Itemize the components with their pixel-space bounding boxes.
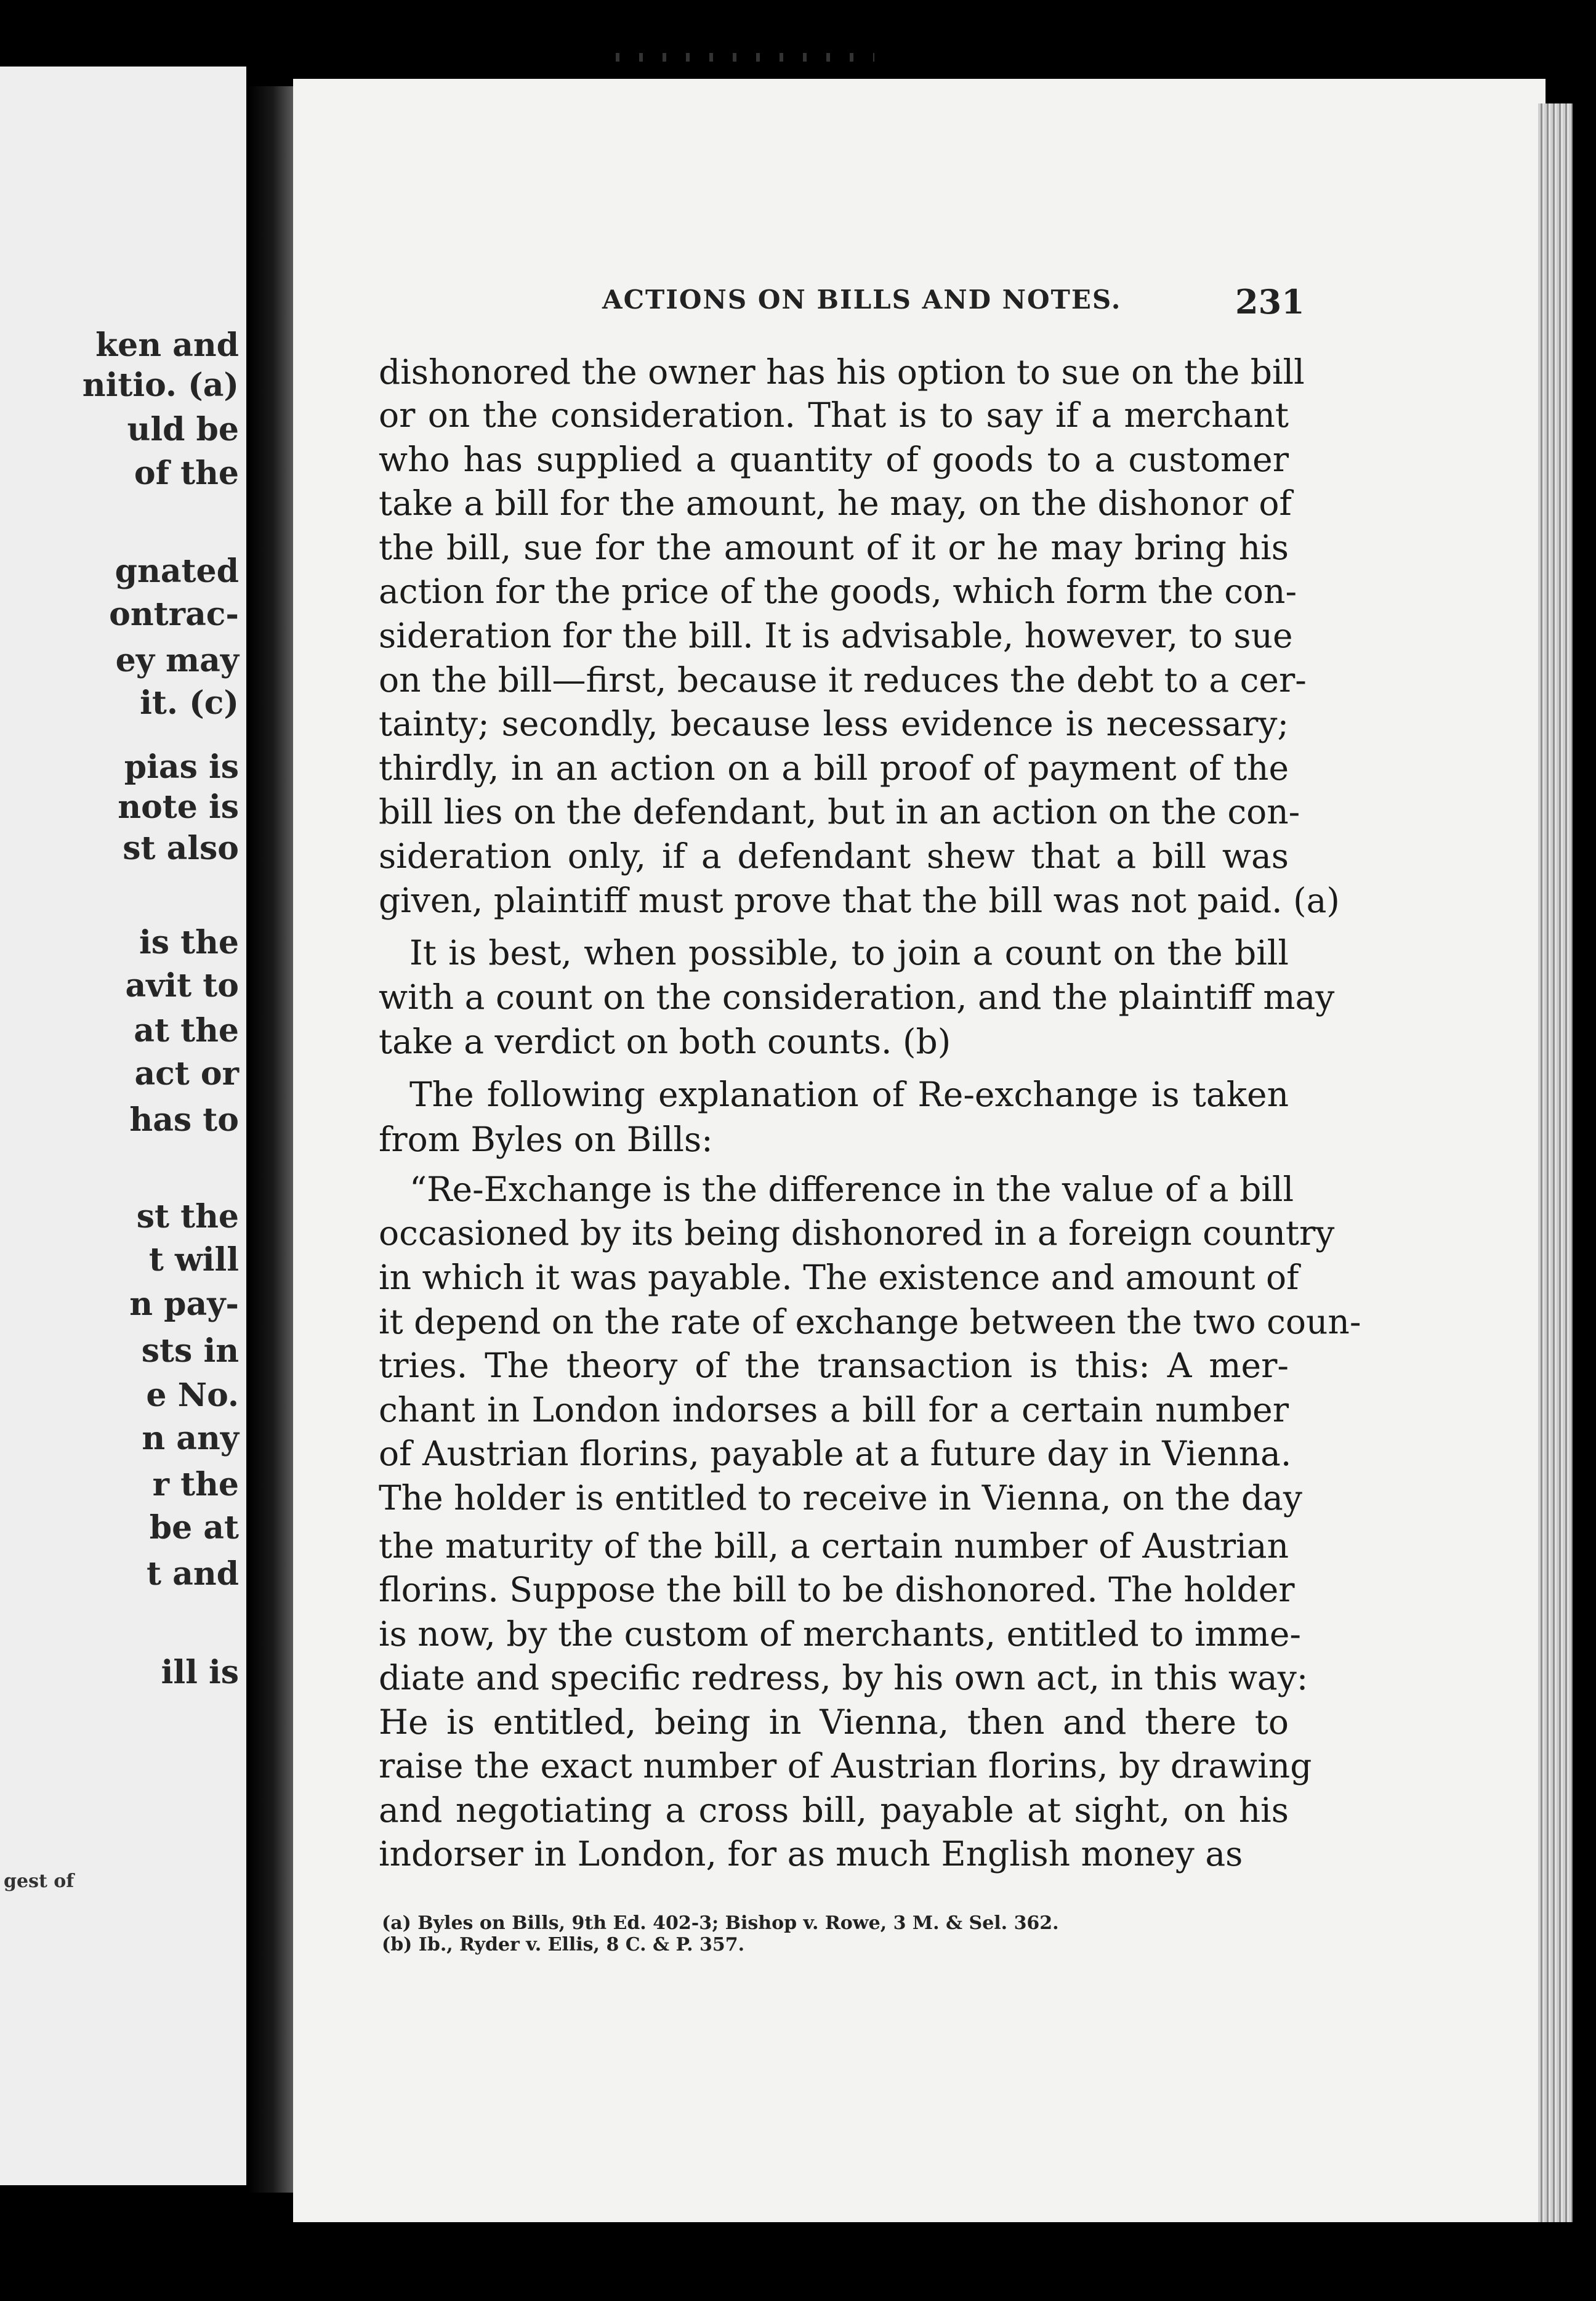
body-line: in which it was payable. The existence and amount of xyxy=(379,1258,1299,1297)
body-line: He is entitled, being in Vienna, then and there to xyxy=(379,1702,1289,1742)
body-line: is now, by the custom of merchants, entitled to imme- xyxy=(379,1614,1301,1654)
body-line: chant in London indorses a bill for a certain number xyxy=(379,1390,1289,1430)
facing-page-line: avit to xyxy=(125,967,239,1005)
book-gutter xyxy=(249,86,293,2193)
facing-page-line: r the xyxy=(152,1466,239,1503)
facing-page-line: e No. xyxy=(146,1377,239,1414)
footnote-b: (b) Ib., Ryder v. Ellis, 8 C. & P. 357. xyxy=(382,1934,745,1955)
facing-page-line: at the xyxy=(134,1012,239,1049)
body-line: the bill, sue for the amount of it or he may bring his xyxy=(379,528,1289,567)
facing-page-footer: gest of xyxy=(4,1870,75,1892)
body-line: it depend on the rate of exchange between the two coun- xyxy=(379,1302,1361,1341)
body-line: tainty; secondly, because less evidence is necessary; xyxy=(379,704,1289,743)
body-line: from Byles on Bills: xyxy=(379,1120,713,1159)
facing-page-line: t will xyxy=(148,1241,239,1279)
body-line: with a count on the consideration, and the plaintiff may xyxy=(379,977,1335,1017)
body-line: “Re-Exchange is the difference in the value of a bill xyxy=(409,1170,1294,1209)
facing-page-line: it. (c) xyxy=(140,684,239,722)
scan-specks xyxy=(616,53,874,62)
facing-page-line: gnated xyxy=(115,552,239,590)
body-line: action for the price of the goods, which form the con- xyxy=(379,572,1297,611)
facing-page-line: pias is xyxy=(124,748,239,786)
body-line: of Austrian florins, payable at a future day in Vienna. xyxy=(379,1434,1292,1473)
facing-page-line: note is xyxy=(118,788,239,826)
body-line: florins. Suppose the bill to be dishonored. The holder xyxy=(379,1570,1295,1609)
facing-page-line: be at xyxy=(149,1509,239,1547)
body-line: or on the consideration. That is to say if a merchant xyxy=(379,395,1289,435)
body-line: indorser in London, for as much English money as xyxy=(379,1834,1243,1874)
facing-page-line: ill is xyxy=(161,1654,239,1691)
body-line: sideration only, if a defendant shew that a bill was xyxy=(379,836,1289,876)
facing-page-line: nitio. (a) xyxy=(82,366,239,404)
body-line: thirdly, in an action on a bill proof of payment of the xyxy=(379,748,1289,788)
body-line: take a bill for the amount, he may, on the dishonor of xyxy=(379,483,1292,523)
body-line: the maturity of the bill, a certain number of Austrian xyxy=(379,1526,1289,1566)
body-line: It is best, when possible, to join a count on the bill xyxy=(409,933,1289,973)
body-line: occasioned by its being dishonored in a foreign country xyxy=(379,1213,1335,1253)
body-line: The holder is entitled to receive in Vienna, on the day xyxy=(379,1478,1302,1518)
body-line: raise the exact number of Austrian florins, by drawing xyxy=(379,1746,1312,1785)
footnote-a: (a) Byles on Bills, 9th Ed. 402-3; Bishop v. Rowe, 3 M. & Sel. 362. xyxy=(382,1912,1059,1934)
facing-page xyxy=(0,67,246,2185)
body-line: on the bill—first, because it reduces the debt to a cer- xyxy=(379,660,1307,700)
facing-page-line: ken and xyxy=(95,326,239,364)
facing-page-line: st the xyxy=(136,1198,239,1235)
body-line: given, plaintiff must prove that the bill was not paid. (a) xyxy=(379,881,1340,920)
page-number: 231 xyxy=(1235,282,1305,321)
facing-page-line: sts in xyxy=(141,1332,239,1370)
facing-page-line: ey may xyxy=(115,642,239,679)
facing-page-line: ontrac- xyxy=(109,596,239,633)
body-line: who has supplied a quantity of goods to a customer xyxy=(379,440,1289,479)
body-line: sideration for the bill. It is advisable, however, to sue xyxy=(379,616,1293,655)
body-line: tries. The theory of the transaction is this: A mer- xyxy=(379,1346,1289,1385)
facing-page-line: st also xyxy=(123,830,239,867)
body-line: diate and specific redress, by his own act, in this way: xyxy=(379,1658,1308,1697)
body-line: and negotiating a cross bill, payable at sight, on his xyxy=(379,1790,1289,1830)
page-edges xyxy=(1538,103,1573,2222)
facing-page-line: n any xyxy=(142,1420,239,1457)
body-line: dishonored the owner has his option to sue on the bill xyxy=(379,352,1305,392)
facing-page-line: n pay- xyxy=(129,1285,239,1323)
body-line: The following explanation of Re-exchange is taken xyxy=(409,1075,1289,1114)
body-line: bill lies on the defendant, but in an action on the con- xyxy=(379,792,1300,831)
facing-page-line: has to xyxy=(129,1101,239,1139)
facing-page-line: of the xyxy=(134,455,239,492)
facing-page-line: is the xyxy=(139,924,239,961)
running-title: ACTIONS ON BILLS AND NOTES. xyxy=(602,285,1122,315)
body-line: take a verdict on both counts. (b) xyxy=(379,1022,951,1061)
facing-page-line: uld be xyxy=(127,411,239,448)
facing-page-line: act or xyxy=(134,1055,239,1093)
facing-page-line: t and xyxy=(147,1555,239,1593)
